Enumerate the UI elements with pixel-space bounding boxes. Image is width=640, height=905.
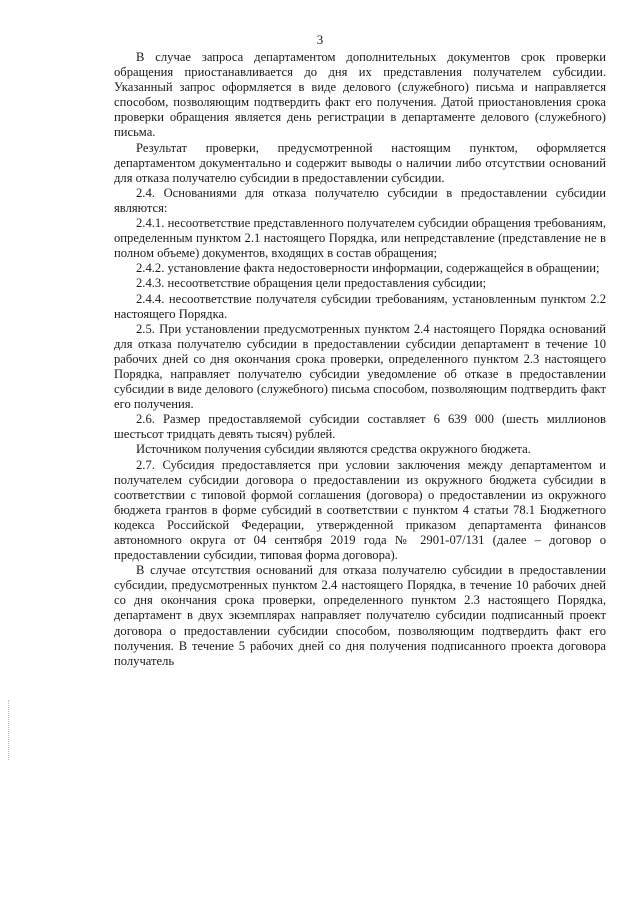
paragraph-2-4-3: 2.4.3. несоответствие обращения цели предоставления субсидии; (136, 276, 487, 291)
paragraph-2-7: 2.7. Субсидия предоставляется при условии заключения между департаментом и получателем субсидии договора о предоставлении из окружного бюджета субсидии в соответствии с типовой формой соглашения (договора) о предоставлении из окружного бюджета грантов в форме субсидий в соответствии с пунктом 4 статьи 78.1 Бюджетного кодекса Российской Федерации, утвержденной приказом департамента финансов автономного округа от 04 сентября 2019 года № 2901-07/131 (далее – договор о предоставлении субсидии, типовая форма договора). (114, 457, 606, 563)
document-body (114, 50, 606, 669)
paragraph-2-4-1: 2.4.1. несоответствие представленного получателем субсидии обращения требованиям, определенным пунктом 2.1 настоящего Порядка, или непредставление (представление не в полном объеме) документов, входящих в состав обращения; (114, 216, 606, 261)
margin-scan-marks (8, 700, 11, 760)
paragraph-suspension-request: В случае запроса департаментом дополнительных документов срок проверки обращения приостанавливается до дня их представления получателем субсидии. Указанный запрос оформляется в виде делового (служебного) письма и направляется способом, позволяющим подтвердить факт его получения. Датой приостановления срока проверки обращения является день регистрации в департаменте делового (служебного) письма. (114, 50, 606, 140)
paragraph-verification-result: Результат проверки, предусмотренной настоящим пунктом, оформляется департаментом документально и содержит выводы о наличии либо отсутствии оснований для отказа получателю субсидии в предоставлении субсидии. (114, 140, 606, 185)
paragraph-funding-source: Источником получения субсидии являются средства окружного бюджета. (136, 442, 531, 457)
paragraph-2-6: 2.6. Размер предоставляемой субсидии составляет 6 639 000 (шесть миллионов шестьсот тридцать девять тысяч) рублей. (114, 412, 606, 442)
paragraph-2-4: 2.4. Основаниями для отказа получателю субсидии в предоставлении субсидии являются: (114, 185, 606, 215)
page-number: 3 (316, 32, 324, 47)
paragraph-2-5: 2.5. При установлении предусмотренных пунктом 2.4 настоящего Порядка оснований для отказа получателю субсидии в предоставлении субсидии департамент в течение 10 рабочих дней со дня окончания срока проверки, определенного пунктом 2.3 настоящего Порядка, направляет получателю субсидии уведомление об отказе в предоставлении субсидии в виде делового (служебного) письма способом, позволяющим подтвердить факт его получения. (114, 321, 606, 412)
paragraph-2-4-4: 2.4.4. несоответствие получателя субсидии требованиям, установленным пунктом 2.2 настоящего Порядка. (114, 291, 606, 321)
paragraph-2-4-2: 2.4.2. установление факта недостоверности информации, содержащейся в обращении; (136, 261, 600, 276)
paragraph-no-grounds-for-refusal: В случае отсутствия оснований для отказа получателю субсидии в предоставлении субсидии, предусмотренных пунктом 2.4 настоящего Порядка, в течение 10 рабочих дней со дня окончания срока проверки, определенного пунктом 2.3 настоящего Порядка, департамент в двух экземплярах направляет получателю субсидии подписанный проект договора о предоставлении субсидии способом, позволяющим подтвердить факт его получения. В течение 5 рабочих дней со дня получения подписанного проекта договора получатель (114, 563, 606, 668)
